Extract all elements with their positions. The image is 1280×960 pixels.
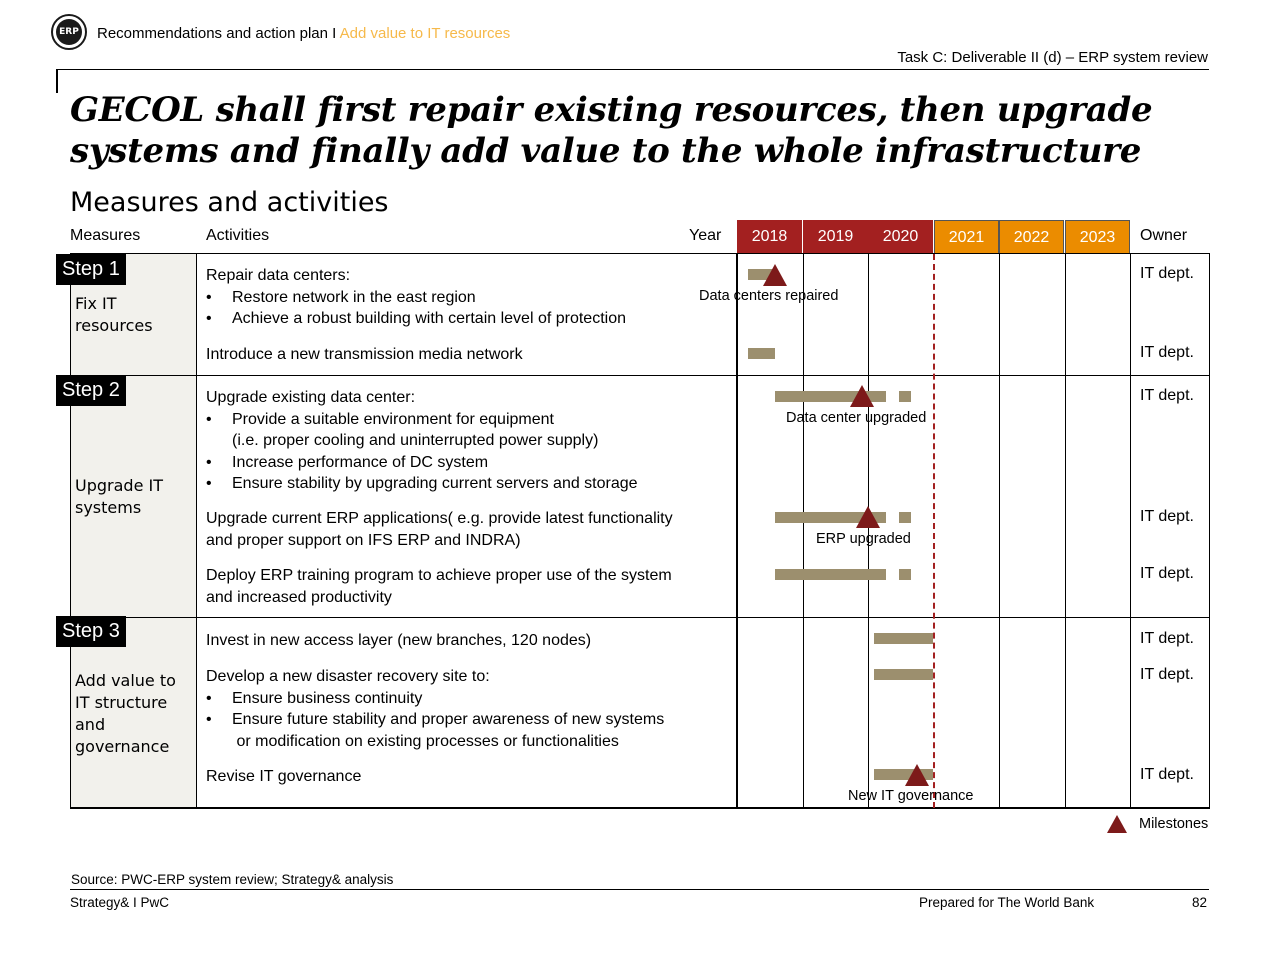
measure-fix-it: Fix IT resources bbox=[75, 294, 153, 335]
measures-col-border bbox=[196, 254, 197, 808]
activity-line: Invest in new access layer (new branches, 120 nodes) bbox=[206, 632, 592, 649]
owner-cell: IT dept. bbox=[1140, 508, 1194, 525]
table-left-border bbox=[70, 254, 71, 808]
year-2021: 2021 bbox=[934, 220, 999, 254]
year-2022: 2022 bbox=[999, 220, 1064, 254]
milestone-triangle bbox=[850, 385, 874, 407]
step-3-badge: Step 3 bbox=[56, 616, 126, 647]
activity-bullet: Increase performance of DC system bbox=[232, 453, 489, 471]
footer-divider bbox=[70, 889, 1209, 890]
owner-cell: IT dept. bbox=[1140, 766, 1194, 783]
measure-upgrade-it: Upgrade IT systems bbox=[75, 476, 163, 517]
activity-bullet: Restore network in the east region bbox=[232, 288, 476, 306]
owner-cell: IT dept. bbox=[1140, 565, 1194, 582]
step-divider-2 bbox=[70, 617, 1210, 618]
footer-brand: Strategy& I PwC bbox=[70, 895, 170, 910]
footer-prepared: Prepared for The World Bank bbox=[919, 895, 1095, 910]
breadcrumb-highlight: Add value to IT resources bbox=[339, 25, 511, 42]
activity-bullet: Ensure business continuity bbox=[232, 689, 423, 707]
year-header: Year bbox=[689, 227, 722, 244]
activity-access-layer bbox=[206, 630, 591, 652]
activity-bullet-cont: (i.e. proper cooling and uninterrupted power supply) bbox=[232, 432, 599, 449]
table-right-border bbox=[1209, 254, 1210, 808]
gantt-bar bbox=[899, 512, 911, 523]
grid-2023 bbox=[1065, 254, 1066, 808]
table-top-border bbox=[70, 253, 1210, 254]
owner-cell: IT dept. bbox=[1140, 265, 1194, 282]
activity-erp-training bbox=[206, 565, 672, 608]
header-divider bbox=[56, 69, 1209, 70]
breadcrumb bbox=[97, 25, 510, 42]
breadcrumb-main: Recommendations and action plan I bbox=[97, 25, 340, 42]
activity-bullet: Achieve a robust building with certain level of protection bbox=[232, 310, 626, 327]
owner-cell: IT dept. bbox=[1140, 387, 1194, 404]
activity-it-governance bbox=[206, 766, 361, 788]
year-2018: 2018 bbox=[737, 220, 802, 254]
activities-header: Activities bbox=[206, 227, 270, 244]
page-title: GECOL shall first repair existing resources, then upgrade systems and finally add value to the whole infrastructure bbox=[70, 90, 1153, 171]
milestone-legend-icon bbox=[1107, 815, 1127, 833]
activity-line: Introduce a new transmission media network bbox=[206, 346, 523, 363]
grid-2019 bbox=[803, 254, 804, 808]
gantt-bar bbox=[874, 669, 933, 680]
activity-upgrade-dc: Upgrade existing data center: • Provide a suitable environment for equipment (i.e. proper cooling and uninterrupted power supply) • Increase performance of DC system • Ensure stability by upgrading current servers and storage bbox=[206, 389, 638, 492]
gantt-bar bbox=[874, 633, 933, 644]
milestone-label: Data centers repaired bbox=[699, 288, 839, 304]
activity-line: Develop a new disaster recovery site to: bbox=[206, 668, 490, 685]
step-1-badge: Step 1 bbox=[56, 254, 126, 285]
activity-bullet: Ensure future stability and proper awareness of new systems bbox=[232, 711, 665, 728]
milestone-legend-label: Milestones bbox=[1139, 816, 1209, 832]
table-bottom-border bbox=[70, 807, 1210, 809]
activity-line: and increased productivity bbox=[206, 588, 392, 606]
activity-line: Repair data centers: bbox=[206, 267, 351, 284]
step-divider-1 bbox=[70, 375, 1210, 376]
activity-dr-site: Develop a new disaster recovery site to: • Ensure business continuity • Ensure future stability and proper awareness of new systems or modification on existing processes or functionalities bbox=[206, 668, 665, 750]
owner-cell: IT dept. bbox=[1140, 344, 1194, 361]
milestone-label: Data center upgraded bbox=[786, 410, 927, 426]
activity-line: Upgrade existing data center: bbox=[206, 389, 416, 406]
activity-line: Upgrade current ERP applications( e.g. provide latest functionality bbox=[206, 510, 673, 527]
activity-line: and proper support on IFS ERP and INDRA) bbox=[206, 531, 521, 549]
owner-col-border bbox=[1130, 254, 1131, 808]
activity-bullet: Ensure stability by upgrading current servers and storage bbox=[232, 475, 638, 492]
owner-cell: IT dept. bbox=[1140, 630, 1194, 647]
activity-line: Revise IT governance bbox=[206, 768, 362, 785]
erp-logo bbox=[51, 14, 87, 50]
activity-line: Deploy ERP training program to achieve proper use of the system bbox=[206, 567, 672, 584]
activities-col-border bbox=[736, 254, 738, 808]
measure-add-value: Add value to IT structure and governance bbox=[75, 671, 176, 756]
activity-transmission bbox=[206, 344, 523, 366]
year-2020: 2020 bbox=[868, 220, 933, 254]
gantt-bar bbox=[899, 391, 911, 402]
gantt-bar bbox=[775, 569, 886, 580]
milestone-label: New IT governance bbox=[848, 788, 974, 804]
activity-bullet-cont: or modification on existing processes or functionalities bbox=[232, 732, 619, 750]
header-tick bbox=[56, 69, 58, 93]
erp-logo-text: ERP bbox=[56, 19, 82, 45]
task-label: Task C: Deliverable II (d) – ERP system review bbox=[897, 49, 1208, 66]
activity-bullet: Provide a suitable environment for equipment bbox=[232, 410, 554, 428]
milestone-label: ERP upgraded bbox=[816, 531, 911, 547]
measures-header: Measures bbox=[70, 227, 141, 244]
page-subtitle: Measures and activities bbox=[70, 187, 389, 218]
grid-2022 bbox=[999, 254, 1000, 808]
milestone-triangle bbox=[763, 264, 787, 286]
owner-header: Owner bbox=[1140, 227, 1188, 244]
step-2-badge: Step 2 bbox=[56, 375, 126, 406]
page-number: 82 bbox=[1192, 895, 1208, 910]
owner-cell: IT dept. bbox=[1140, 666, 1194, 683]
source-note: Source: PWC-ERP system review; Strategy& analysis bbox=[71, 872, 394, 887]
activity-repair-dc: Repair data centers: • Restore network in the east region • Achieve a robust building with certain level of protection bbox=[206, 267, 626, 327]
gantt-bar bbox=[748, 348, 775, 359]
gantt-bar bbox=[899, 569, 911, 580]
year-2019: 2019 bbox=[803, 220, 868, 254]
milestone-triangle bbox=[856, 506, 880, 528]
milestone-triangle bbox=[905, 764, 929, 786]
today-marker-line bbox=[933, 254, 935, 808]
activity-upgrade-erp bbox=[206, 508, 673, 551]
year-2023: 2023 bbox=[1065, 220, 1130, 254]
